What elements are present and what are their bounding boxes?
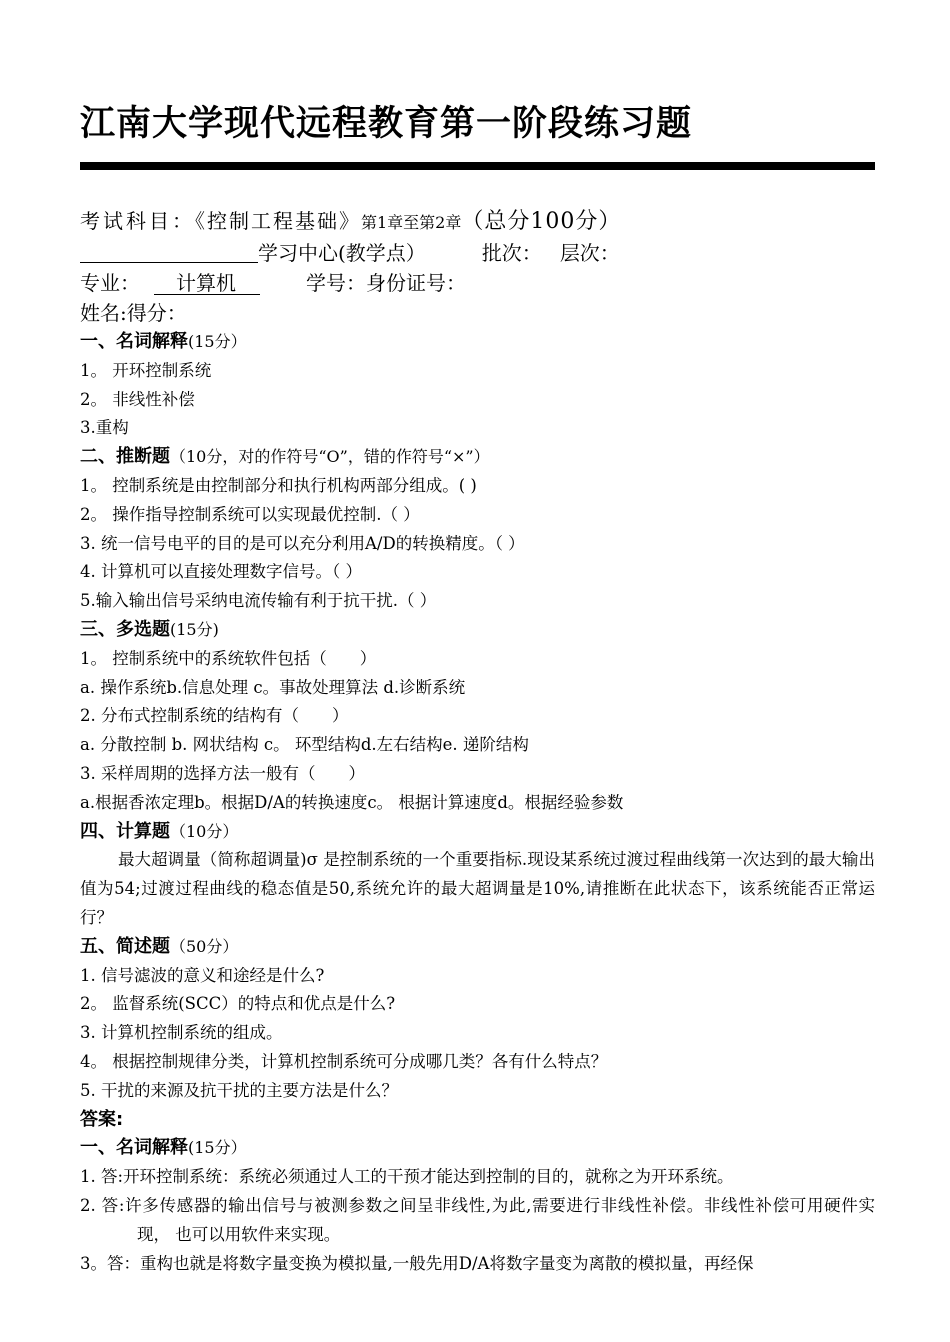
answers-section [80, 1106, 875, 1279]
list-item: 4. 计算机可以直接处理数字信号。（ ） [80, 562, 362, 582]
exam-course: 《控制工程基础》 [195, 209, 361, 233]
answers-section-1-heading: 一、名词解释 [80, 1137, 188, 1159]
exam-subject-line [80, 206, 875, 238]
section-1 [80, 328, 875, 443]
section-3-note: (15分) [170, 619, 219, 639]
section-5-note: （50分） [170, 936, 239, 956]
answers-section-1-note: (15分） [188, 1138, 247, 1158]
section-5 [80, 933, 875, 1106]
list-item: 2. 分布式控制系统的结构有（ ） [80, 706, 349, 726]
study-center-line [80, 238, 875, 268]
section-4-heading: 四、计算题 [80, 820, 170, 842]
document-page [80, 96, 875, 1278]
list-item: a.根据香浓定理b。根据D/A的转换速度c。 根据计算速度d。根据经验参数 [80, 792, 624, 812]
batch-label: 批次： [481, 241, 542, 265]
section-1-heading: 一、名词解释 [80, 331, 188, 352]
list-item: 1。 控制系统中的系统软件包括（ ） [80, 648, 377, 668]
answers-heading: 答案: [80, 1108, 124, 1130]
list-item: 4。 根据控制规律分类，计算机控制系统可分成哪几类？各有什么特点？ [80, 1051, 608, 1071]
exam-chapters: 第1章至第2章 [361, 213, 462, 232]
list-item: a. 分散控制 b. 网状结构 c。 环型结构d.左右结构e. 递阶结构 [80, 735, 529, 755]
id-card-label: 身份证号： [366, 271, 466, 295]
list-item: 3. 采样周期的选择方法一般有（ ） [80, 763, 365, 783]
study-center-label: 学习中心(教学点） [258, 241, 426, 265]
list-item: 1. 信号滤波的意义和途经是什么? [80, 965, 325, 985]
calculation-question: 最大超调量（简称超调量)σ 是控制系统的一个重要指标.现设某系统过渡过程曲线第一次达到的最大输出值为54;过渡过程曲线的稳态值是50,系统允许的最大超调量是10%,请推断在此状态下，该系统能否正常运行？ [80, 850, 875, 927]
section-3-heading: 三、多选题 [80, 618, 170, 640]
list-item: a. 操作系统b.信息处理 c。事故处理算法 d.诊断系统 [80, 677, 466, 697]
list-item: 1。 控制系统是由控制部分和执行机构两部分组成。( ) [80, 475, 477, 495]
name-score-line: 姓名:得分： [80, 301, 187, 325]
student-id-label: 学号： [306, 271, 366, 295]
section-2 [80, 443, 875, 616]
section-4-note: （10分） [170, 821, 239, 841]
exam-subject-label: 考试科目： [80, 209, 195, 233]
section-3 [80, 616, 875, 818]
list-item: 3.重构 [80, 418, 129, 438]
major-label: 专业： [80, 271, 140, 295]
title-rule [80, 162, 875, 170]
major-value: 计算机 [154, 272, 260, 295]
answer-item: 2. 答:许多传感器的输出信号与被测参数之间呈非线性,为此,需要进行非线性补偿。非线性补偿可用硬件实现， 也可以用软件来实现。 [80, 1195, 875, 1244]
list-item: 2。 非线性补偿 [80, 389, 195, 409]
answer-item: 1. 答:开环控制系统：系统必须通过人工的干预才能达到控制的目的，就称之为开环系统。 [80, 1167, 734, 1187]
list-item: 5.输入输出信号采纳电流传输有利于抗干扰.（ ） [80, 591, 437, 611]
list-item: 1。 开环控制系统 [80, 360, 212, 380]
section-2-heading: 二、推断题 [80, 446, 170, 468]
list-item: 2。 监督系统(SCC）的特点和优点是什么? [80, 994, 396, 1014]
section-2-note: （10分，对的作符号“O”，错的作符号“×”） [170, 447, 490, 467]
list-item: 3. 计算机控制系统的组成。 [80, 1023, 283, 1043]
exam-total-score: （总分100分） [461, 209, 622, 234]
major-line [80, 268, 875, 298]
list-item: 3. 统一信号电平的目的是可以充分利用A/D的转换精度。（ ） [80, 533, 525, 553]
exam-header [80, 206, 875, 328]
study-center-blank [80, 240, 258, 263]
section-1-note: (15分） [188, 332, 247, 351]
level-label: 层次： [559, 241, 620, 265]
page-title: 江南大学现代远程教育第一阶段练习题 [80, 104, 693, 144]
list-item: 5. 干扰的来源及抗干扰的主要方法是什么？ [80, 1080, 398, 1100]
answer-item: 3。答：重构也就是将数字量变换为模拟量,一般先用D/A将数字量变为离散的模拟量，再经保 [80, 1253, 754, 1273]
section-4 [80, 818, 875, 933]
section-5-heading: 五、简述题 [80, 935, 170, 957]
list-item: 2。 操作指导控制系统可以实现最优控制.（ ） [80, 504, 420, 524]
